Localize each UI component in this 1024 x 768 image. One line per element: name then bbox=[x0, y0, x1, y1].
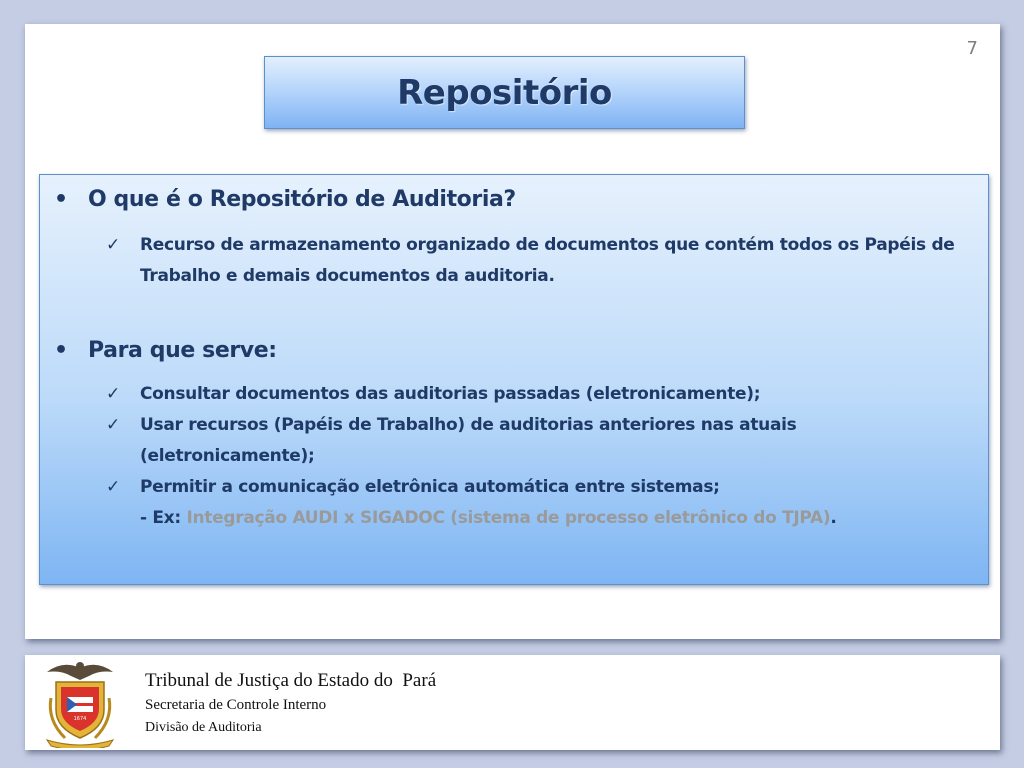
checkmark-icon: ✓ bbox=[106, 384, 120, 404]
slide bbox=[25, 24, 1000, 639]
bullet-question-1 bbox=[54, 187, 516, 212]
question-1-text: O que é o Repositório de Auditoria? bbox=[88, 187, 516, 212]
example-link[interactable]: Integração AUDI x SIGADOC (sistema de processo eletrônico do TJPA) bbox=[186, 508, 831, 528]
bullet-icon: • bbox=[54, 338, 68, 363]
list-item-text: Recurso de armazenamento organizado de documentos que contém todos os Papéis de Trabalho e demais documentos da auditoria. bbox=[140, 235, 955, 286]
crest-ribbon-text: 1674 bbox=[73, 716, 87, 722]
list-item-text: Permitir a comunicação eletrônica automática entre sistemas; bbox=[140, 477, 720, 497]
checkmark-icon: ✓ bbox=[106, 415, 120, 435]
example-prefix: - Ex: bbox=[140, 508, 187, 528]
list-item bbox=[106, 472, 976, 503]
checkmark-icon: ✓ bbox=[106, 235, 120, 255]
footer-line-2: Secretaria de Controle Interno bbox=[145, 697, 327, 713]
slide-title: Repositório bbox=[397, 72, 612, 113]
list-item bbox=[106, 230, 976, 292]
list-item bbox=[106, 379, 976, 410]
list-item-text: Usar recursos (Papéis de Trabalho) de auditorias anteriores nas atuais (eletronicamente); bbox=[140, 415, 797, 466]
example-suffix: . bbox=[830, 508, 837, 528]
content-box bbox=[39, 174, 989, 585]
question-2-text: Para que serve: bbox=[88, 338, 277, 363]
title-box bbox=[264, 56, 745, 129]
footer-line-3: Divisão de Auditoria bbox=[145, 720, 262, 735]
coat-of-arms-icon bbox=[43, 658, 117, 748]
bullet-question-2 bbox=[54, 338, 277, 363]
example-line bbox=[106, 503, 976, 534]
footer bbox=[25, 655, 1000, 750]
footer-line-1: Tribunal de Justiça do Estado do Pará bbox=[145, 670, 437, 691]
checkmark-icon: ✓ bbox=[106, 477, 120, 497]
list-item-text: Consultar documentos das auditorias passadas (eletronicamente); bbox=[140, 384, 761, 404]
page-number: 7 bbox=[966, 38, 978, 59]
bullet-icon: • bbox=[54, 187, 68, 212]
list-item bbox=[106, 410, 866, 472]
